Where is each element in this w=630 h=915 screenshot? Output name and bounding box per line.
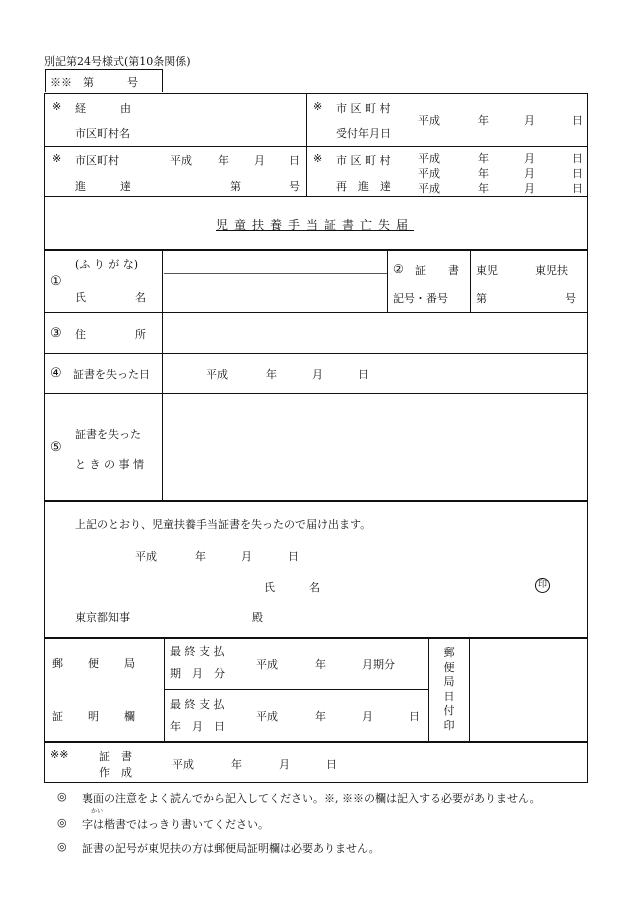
furigana-input[interactable] [165,251,385,272]
postal-label2: 証 明 欄 [52,710,136,723]
declaration-date-era: 平成 [135,550,157,563]
furigana-label: (ふ り が な) [75,258,139,271]
postmark-char: 局 [443,675,455,688]
row-divider [44,146,588,147]
row2-left-no-dai: 第 [230,180,241,193]
col-divider [306,93,307,196]
row-divider [44,393,588,394]
honorific: 殿 [252,611,263,624]
row-divider [44,741,588,743]
pay2-day: 日 [409,710,420,723]
pay2-label1: 最 終 支 払 [170,698,225,711]
note-ruby: かい [91,808,104,815]
postmark-char: 印 [443,718,455,732]
pay1-label2: 期 月 分 [170,667,225,680]
cert-label1: 証 書 [415,264,459,277]
redate2-era: 平成 [418,167,440,180]
postmark-char: 郵 [443,646,455,659]
declaration-date-month: 月 [241,550,252,563]
address-label: 住 所 [75,328,150,341]
row1-right-label2: 受付年月日 [336,127,391,140]
postmark-char: 便 [443,660,455,674]
issue-year: 年 [231,758,242,771]
note-bullet: ◎ [57,816,67,829]
row-divider [44,353,588,354]
addressee: 東京都知事 [75,611,130,624]
postmark-stamp-area[interactable] [471,639,586,739]
row1-right-label1: 市 区 町 村 [336,102,391,115]
cert-prefix-1: 東児 [476,264,498,277]
row-divider [44,500,588,502]
col-divider [387,249,388,312]
row1-date-era: 平成 [418,114,440,127]
name-label: 氏 名 [75,291,150,304]
cert-go: 号 [565,292,576,305]
top-reference-label: ※※ 第 号 [50,76,138,89]
row2-left-date-day: 日 [289,154,300,167]
row2-left-date-month: 月 [254,154,265,167]
circumstances-input[interactable] [165,396,585,498]
lost-date-label: 証書を失った日 [73,368,150,381]
seal-mark [535,577,550,593]
row2-right-label1: 市 区 町 村 [336,154,391,167]
issue-label1: 証 書 [99,750,132,763]
note-text: 証書の記号が東児扶の方は郵便局証明欄は必要ありません。 [82,842,380,855]
postmark-char: 日 [443,689,455,703]
circ-label2: と き の 事 情 [75,458,144,471]
postmark-label [429,646,469,733]
redate2-year: 年 [478,167,489,180]
redate1-era: 平成 [418,152,440,165]
note-text: 裏面の注意をよく読んでから記入してください。※, ※※の欄は記入する必要がありません。 [82,792,541,805]
redate3-era: 平成 [418,182,440,195]
name-row-number: ① [50,274,62,289]
redate1-day: 日 [572,152,583,165]
row1-date-year: 年 [478,114,489,127]
row1-left-mark: ※ [52,100,62,113]
row-divider [44,312,588,313]
col-divider [162,249,163,500]
lost-row-number: ④ [50,366,62,381]
address-input[interactable] [165,315,585,351]
form-number: 別記第24号様式(第10条関係) [44,55,191,68]
cert-prefix-2: 東児扶 [535,264,568,277]
cert-dai: 第 [476,292,487,305]
pay1-year: 年 [315,658,326,671]
form-title: 児童扶養手当証書亡失届 [215,218,414,232]
lost-date-year: 年 [266,368,277,381]
address-row-number: ③ [50,326,62,341]
redate2-day: 日 [572,167,583,180]
row2-left-label2: 進 達 [75,180,135,193]
cert-label2: 記号・番号 [393,292,448,305]
pay1-month: 月期分 [362,658,395,671]
redate3-month: 月 [524,182,535,195]
col-divider [470,249,471,312]
furigana-divider [164,273,387,274]
note-bullet: ◎ [57,840,67,853]
pay2-year: 年 [315,710,326,723]
redate3-year: 年 [478,182,489,195]
row2-right-mark: ※ [313,152,323,165]
postmark-char: 付 [443,704,455,717]
pay2-month: 月 [362,710,373,723]
row1-date-month: 月 [524,114,535,127]
pay2-label2: 年 月 日 [170,720,225,733]
circ-row-number: ⑤ [50,440,62,455]
declaration-name-label: 氏 名 [264,581,324,594]
row2-left-date-year: 年 [218,154,229,167]
row-divider [44,196,588,197]
row2-left-date-era: 平成 [170,154,192,167]
note-bullet: ◎ [57,790,67,803]
seal-text: 印 [535,578,550,593]
redate2-month: 月 [524,167,535,180]
row1-date-day: 日 [572,114,583,127]
row1-left-label2: 市区町村名 [75,127,130,140]
col-divider [164,637,165,741]
row1-right-mark: ※ [313,100,323,113]
circ-label1: 証書を失った [75,428,141,441]
redate3-day: 日 [572,182,583,195]
note-text: 字は楷書ではっきり書いてください。 [82,818,269,831]
issue-label2: 作 成 [99,766,132,779]
redate1-month: 月 [524,152,535,165]
pay1-era: 平成 [256,658,278,671]
redate1-year: 年 [478,152,489,165]
issue-marks: ※※ [50,748,69,761]
row2-right-label2: 再 進 達 [336,180,391,193]
issue-day: 日 [326,758,337,771]
lost-date-month: 月 [312,368,323,381]
declaration-date-day: 日 [288,550,299,563]
cert-number-mark: ② [393,262,404,276]
row2-left-mark: ※ [52,152,62,165]
lost-date-era: 平成 [206,368,228,381]
declaration-text: 上記のとおり、児童扶養手当証書を失ったので届け出ます。 [75,518,372,531]
declaration-date-year: 年 [195,550,206,563]
row2-left-label1: 市区町村 [75,154,119,167]
issue-era: 平成 [172,758,194,771]
lost-date-day: 日 [358,368,369,381]
issue-month: 月 [279,758,290,771]
col-divider [469,637,470,741]
pay1-label1: 最 終 支 払 [170,645,225,658]
row-divider [164,689,428,690]
pay2-era: 平成 [256,710,278,723]
row2-left-no-go: 号 [289,180,300,193]
postal-label1: 郵 便 局 [52,657,136,670]
row1-left-label1: 経 由 [75,102,135,115]
name-input[interactable] [165,275,385,311]
